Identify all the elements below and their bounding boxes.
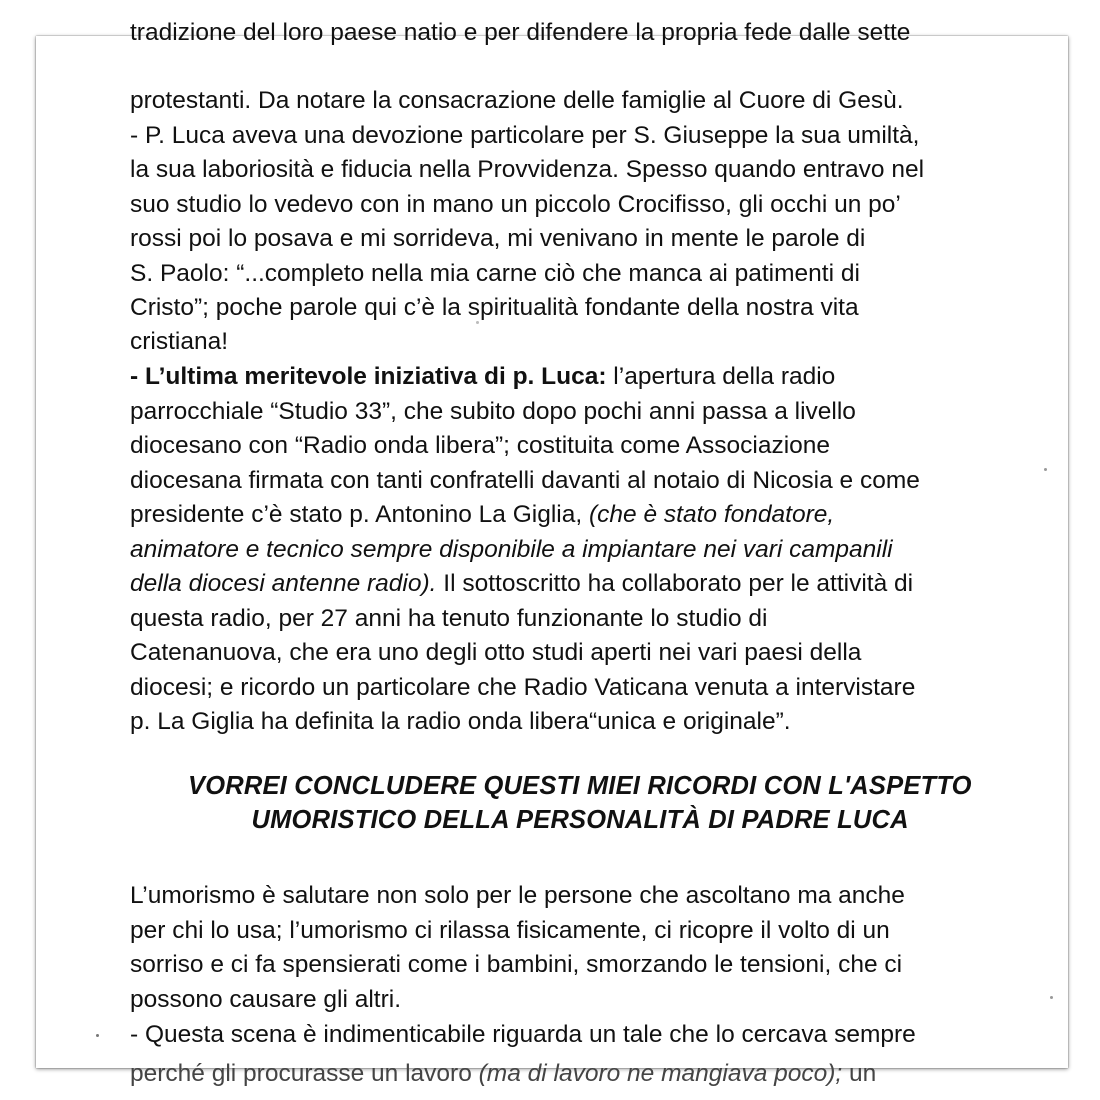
italic-span: della diocesi antenne radio). [130,570,437,597]
text-line: S. Paolo: “...completo nella mia carne ciò che manca ai patimenti di [130,260,860,287]
text-line: rossi poi lo posava e mi sorrideva, mi venivano in mente le parole di [130,225,866,252]
text-span: Il sottoscritto ha collaborato per le attività di [436,570,914,597]
italic-span: (che è stato fondatore, [589,501,835,528]
scan-speck [1044,468,1047,471]
text-line: tradizione del loro paese natio e per difendere la propria fede dalle sette [130,19,911,46]
scan-speck [1050,996,1053,999]
text-span: l’apertura della radio [606,363,836,390]
text-line: Catenanuova, che era uno degli otto studi aperti nei vari paesi della [130,639,862,666]
text-line: possono causare gli altri. [130,986,402,1013]
text-span: presidente c’è stato p. Antonino La Giglia, [130,501,589,528]
text-line: Cristo”; poche parole qui c’è la spiritualità fondante della nostra vita [130,294,859,321]
text-span: un [842,1060,877,1087]
italic-span: (ma di lavoro ne mangiava poco); [478,1060,843,1087]
text-span: perché gli procurasse un lavoro [130,1060,479,1087]
text-line: protestanti. Da notare la consacrazione delle famiglie al Cuore di Gesù. [130,87,904,114]
text-line: L’umorismo è salutare non solo per le persone che ascoltano ma anche [130,882,905,909]
text-line: - Questa scena è indimenticabile riguarda un tale che lo cercava sempre [130,1021,916,1048]
scan-speck [96,1034,99,1037]
italic-span: animatore e tecnico sempre disponibile a impiantare nei vari campanili [130,536,893,563]
text-line: - P. Luca aveva una devozione particolare per S. Giuseppe la sua umiltà, [130,122,920,149]
text-line: cristiana! [130,328,229,355]
bold-lead-in: - L’ultima meritevole iniziativa di p. Luca: [130,363,607,390]
text-line: suo studio lo vedevo con in mano un piccolo Crocifisso, gli occhi un po’ [130,191,901,218]
section-heading-line-2: UMORISTICO DELLA PERSONALITÀ DI PADRE LUCA [251,806,909,834]
text-line: parrocchiale “Studio 33”, che subito dopo pochi anni passa a livello [130,398,856,425]
text-line: p. La Giglia ha definita la radio onda libera“unica e originale”. [130,708,791,735]
text-line [130,362,835,392]
scan-speck [476,321,479,324]
text-line: diocesano con “Radio onda libera”; costituita come Associazione [130,432,831,459]
text-line: diocesi; e ricordo un particolare che Radio Vaticana venuta a intervistare [130,674,916,701]
text-line [130,500,834,530]
text-line: questa radio, per 27 anni ha tenuto funzionante lo studio di [130,605,768,632]
text-line [130,1059,876,1089]
text-line: diocesana firmata con tanti confratelli davanti al notaio di Nicosia e come [130,467,920,494]
text-line: sorriso e ci fa spensierati come i bambini, smorzando le tensioni, che ci [130,951,903,978]
text-line [130,535,893,565]
text-line [130,569,913,599]
text-line: per chi lo usa; l’umorismo ci rilassa fisicamente, ci ricopre il volto di un [130,917,890,944]
text-line: la sua laboriosità e fiducia nella Provvidenza. Spesso quando entravo nel [130,156,925,183]
section-heading-line-1: VORREI CONCLUDERE QUESTI MIEI RICORDI CON L'ASPETTO [188,772,972,800]
scanned-page [36,19,1068,1087]
